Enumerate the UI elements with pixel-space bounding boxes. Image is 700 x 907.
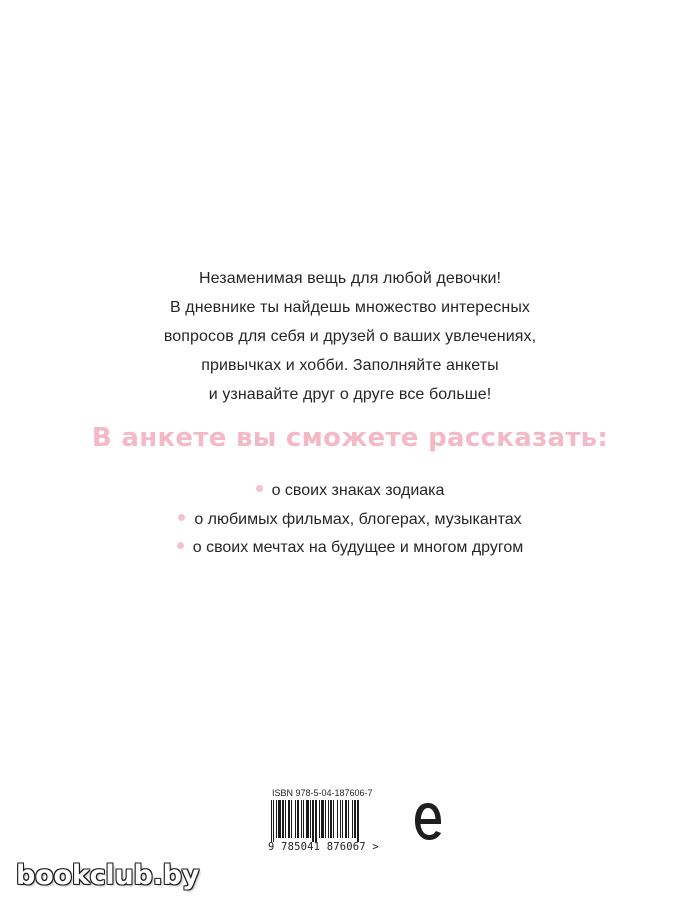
isbn-barcode [268,788,398,854]
eksmo-e-logo-icon [413,800,443,844]
intro-line: Незаменимая вещь для любой девочки! [198,270,502,287]
features-heading: В анкете вы сможете рассказать: [91,423,609,453]
intro-line: вопросов для себя и друзей о ваших увлечениях, [163,328,537,345]
list-item [0,477,700,506]
isbn-label: ISBN 978-5-04-187606-7 [272,788,373,798]
feature-text: о любимых фильмах, блогерах, музыкантах [194,510,522,528]
feature-text: о своих мечтах на будущее и многом другом [192,539,524,556]
bullet-dot-icon [256,485,263,492]
bullet-dot-icon [177,542,184,549]
intro-line: В дневнике ты найдешь множество интересных [169,299,531,316]
intro-line: и узнавайте друг о друге все больше! [208,386,492,403]
list-item [0,506,700,535]
intro-line: привычках и хобби. Заполняйте анкеты [201,357,499,374]
watermark-text: bookclub.by [16,860,200,891]
barcode-bars-icon [268,800,392,842]
features-list [0,477,700,563]
list-item [0,534,700,563]
intro-paragraph [0,264,700,409]
bullet-dot-icon [178,514,185,521]
feature-text: о своих знаках зодиака [271,482,445,499]
barcode-digits: 9 785041 876067 > [268,841,379,853]
